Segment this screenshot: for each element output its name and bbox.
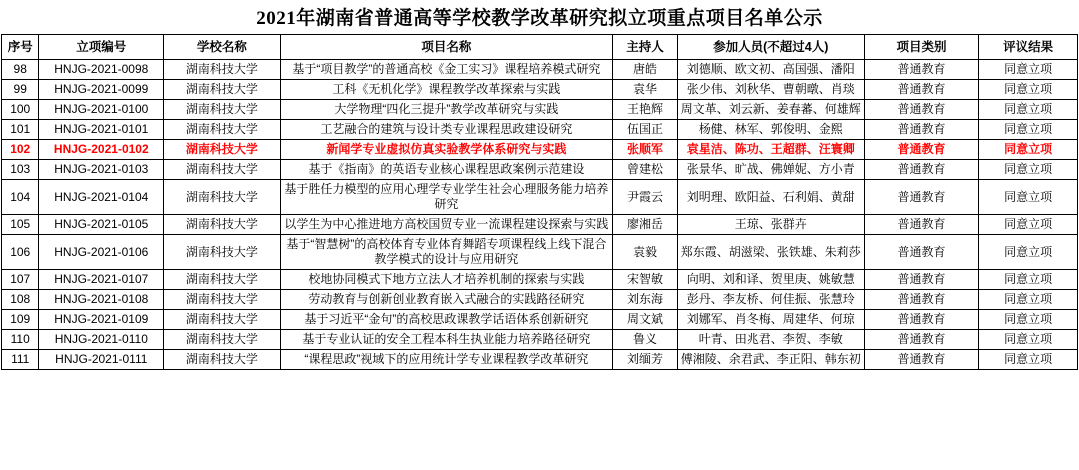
cell-project-name: 工艺融合的建筑与设计类专业课程思政建设研究 [280, 120, 613, 140]
cell-members: 彭丹、李友桥、何佳振、张慧玲 [677, 290, 864, 310]
cell-leader: 伍国正 [613, 120, 677, 140]
cell-category: 普通教育 [864, 350, 978, 370]
cell-category: 普通教育 [864, 80, 978, 100]
cell-members: 傅湘陵、余君武、李正阳、韩东初 [677, 350, 864, 370]
cell-project-code: HNJG-2021-0106 [39, 235, 164, 270]
cell-category: 普通教育 [864, 330, 978, 350]
column-header-members: 参加人员(不超过4人) [677, 35, 864, 60]
column-header-project-code: 立项编号 [39, 35, 164, 60]
table-row [2, 60, 1078, 80]
cell-project-name: 基于《指南》的英语专业核心课程思政案例示范建设 [280, 160, 613, 180]
table-row [2, 140, 1078, 160]
table-row [2, 180, 1078, 215]
cell-result: 同意立项 [979, 180, 1078, 215]
cell-result: 同意立项 [979, 215, 1078, 235]
cell-project-code: HNJG-2021-0098 [39, 60, 164, 80]
cell-category: 普通教育 [864, 180, 978, 215]
cell-leader: 刘缅芳 [613, 350, 677, 370]
cell-members: 向明、刘和译、贺里庚、姚敏慧 [677, 270, 864, 290]
column-header-index: 序号 [2, 35, 39, 60]
cell-project-code: HNJG-2021-0109 [39, 310, 164, 330]
cell-school: 湖南科技大学 [164, 120, 280, 140]
cell-school: 湖南科技大学 [164, 180, 280, 215]
cell-category: 普通教育 [864, 60, 978, 80]
cell-members: 叶青、田兆君、李贺、李敏 [677, 330, 864, 350]
table-row [2, 310, 1078, 330]
cell-leader: 张顺军 [613, 140, 677, 160]
cell-project-name: 基于“智慧树”的高校体育专业体育舞蹈专项课程线上线下混合教学模式的设计与应用研究 [280, 235, 613, 270]
cell-members: 杨健、林军、郭俊明、金熙 [677, 120, 864, 140]
cell-leader: 尹霞云 [613, 180, 677, 215]
cell-result: 同意立项 [979, 140, 1078, 160]
cell-project-name: 以学生为中心推进地方高校国贸专业一流课程建设探索与实践 [280, 215, 613, 235]
cell-result: 同意立项 [979, 120, 1078, 140]
table-row [2, 290, 1078, 310]
cell-project-code: HNJG-2021-0108 [39, 290, 164, 310]
cell-project-name: 工科《无机化学》课程教学改革探索与实践 [280, 80, 613, 100]
cell-school: 湖南科技大学 [164, 140, 280, 160]
cell-project-code: HNJG-2021-0099 [39, 80, 164, 100]
cell-project-name: 基于“项目教学”的普通高校《金工实习》课程培养模式研究 [280, 60, 613, 80]
cell-leader: 袁毅 [613, 235, 677, 270]
cell-category: 普通教育 [864, 235, 978, 270]
cell-result: 同意立项 [979, 310, 1078, 330]
cell-category: 普通教育 [864, 215, 978, 235]
cell-project-code: HNJG-2021-0105 [39, 215, 164, 235]
cell-school: 湖南科技大学 [164, 215, 280, 235]
cell-project-name: “课程思政”视域下的应用统计学专业课程教学改革研究 [280, 350, 613, 370]
cell-index: 104 [2, 180, 39, 215]
cell-project-code: HNJG-2021-0101 [39, 120, 164, 140]
cell-members: 刘娜军、肖冬梅、周建华、何琼 [677, 310, 864, 330]
cell-result: 同意立项 [979, 60, 1078, 80]
cell-leader: 宋智敏 [613, 270, 677, 290]
cell-project-code: HNJG-2021-0111 [39, 350, 164, 370]
cell-members: 周文革、刘云新、姜春蕃、何雄辉 [677, 100, 864, 120]
cell-project-name: 校地协同模式下地方立法人才培养机制的探索与实践 [280, 270, 613, 290]
page-title: 2021年湖南省普通高等学校教学改革研究拟立项重点项目名单公示 [256, 8, 823, 29]
cell-project-code: HNJG-2021-0107 [39, 270, 164, 290]
cell-project-name: 新闻学专业虚拟仿真实验教学体系研究与实践 [280, 140, 613, 160]
table-row [2, 350, 1078, 370]
cell-index: 106 [2, 235, 39, 270]
cell-school: 湖南科技大学 [164, 310, 280, 330]
cell-leader: 唐皓 [613, 60, 677, 80]
cell-members: 王琼、张群卉 [677, 215, 864, 235]
cell-school: 湖南科技大学 [164, 350, 280, 370]
cell-category: 普通教育 [864, 100, 978, 120]
cell-leader: 鲁义 [613, 330, 677, 350]
table-row [2, 235, 1078, 270]
cell-category: 普通教育 [864, 160, 978, 180]
cell-school: 湖南科技大学 [164, 330, 280, 350]
cell-members: 刘明理、欧阳益、石利娟、黄甜 [677, 180, 864, 215]
table-row [2, 160, 1078, 180]
cell-project-code: HNJG-2021-0104 [39, 180, 164, 215]
cell-school: 湖南科技大学 [164, 60, 280, 80]
cell-members: 张少伟、刘秋华、曹朝暾、肖琰 [677, 80, 864, 100]
table-body [2, 60, 1078, 370]
cell-project-name: 基于习近平“金句”的高校思政课教学话语体系创新研究 [280, 310, 613, 330]
cell-index: 102 [2, 140, 39, 160]
table-row [2, 80, 1078, 100]
cell-result: 同意立项 [979, 330, 1078, 350]
cell-school: 湖南科技大学 [164, 80, 280, 100]
cell-index: 100 [2, 100, 39, 120]
cell-result: 同意立项 [979, 235, 1078, 270]
cell-leader: 王艳辉 [613, 100, 677, 120]
cell-project-name: 大学物理“四化三提升”教学改革研究与实践 [280, 100, 613, 120]
cell-project-name: 基于胜任力模型的应用心理学专业学生社会心理服务能力培养研究 [280, 180, 613, 215]
cell-result: 同意立项 [979, 100, 1078, 120]
table-row [2, 270, 1078, 290]
table-header-row [2, 35, 1078, 60]
cell-school: 湖南科技大学 [164, 290, 280, 310]
cell-project-name: 基于专业认证的安全工程本科生执业能力培养路径研究 [280, 330, 613, 350]
cell-leader: 袁华 [613, 80, 677, 100]
cell-leader: 曾建松 [613, 160, 677, 180]
cell-index: 98 [2, 60, 39, 80]
cell-school: 湖南科技大学 [164, 160, 280, 180]
cell-category: 普通教育 [864, 120, 978, 140]
cell-members: 刘德顺、欧文初、高国强、潘阳 [677, 60, 864, 80]
cell-result: 同意立项 [979, 350, 1078, 370]
cell-index: 108 [2, 290, 39, 310]
cell-category: 普通教育 [864, 310, 978, 330]
column-header-category: 项目类别 [864, 35, 978, 60]
cell-index: 110 [2, 330, 39, 350]
cell-result: 同意立项 [979, 270, 1078, 290]
column-header-project-name: 项目名称 [280, 35, 613, 60]
cell-index: 101 [2, 120, 39, 140]
table-row [2, 330, 1078, 350]
cell-leader: 廖湘岳 [613, 215, 677, 235]
cell-project-code: HNJG-2021-0103 [39, 160, 164, 180]
cell-category: 普通教育 [864, 270, 978, 290]
cell-members: 张景华、旷战、佛婵妮、方小青 [677, 160, 864, 180]
cell-school: 湖南科技大学 [164, 235, 280, 270]
cell-result: 同意立项 [979, 80, 1078, 100]
cell-project-code: HNJG-2021-0102 [39, 140, 164, 160]
cell-index: 111 [2, 350, 39, 370]
cell-leader: 周文斌 [613, 310, 677, 330]
column-header-leader: 主持人 [613, 35, 677, 60]
cell-school: 湖南科技大学 [164, 100, 280, 120]
cell-index: 107 [2, 270, 39, 290]
cell-members: 郑东霞、胡滋梁、张铁雄、朱莉莎 [677, 235, 864, 270]
cell-index: 99 [2, 80, 39, 100]
table-row [2, 215, 1078, 235]
column-header-result: 评议结果 [979, 35, 1078, 60]
cell-index: 105 [2, 215, 39, 235]
cell-school: 湖南科技大学 [164, 270, 280, 290]
table-row [2, 120, 1078, 140]
cell-leader: 刘东海 [613, 290, 677, 310]
cell-result: 同意立项 [979, 290, 1078, 310]
project-list-table [1, 34, 1078, 370]
cell-index: 109 [2, 310, 39, 330]
table-row [2, 100, 1078, 120]
cell-index: 103 [2, 160, 39, 180]
table-header [2, 35, 1078, 60]
cell-members: 袁星洁、陈功、王超群、汪寰卿 [677, 140, 864, 160]
cell-project-code: HNJG-2021-0110 [39, 330, 164, 350]
cell-category: 普通教育 [864, 290, 978, 310]
cell-project-code: HNJG-2021-0100 [39, 100, 164, 120]
cell-category: 普通教育 [864, 140, 978, 160]
column-header-school: 学校名称 [164, 35, 280, 60]
cell-project-name: 劳动教育与创新创业教育嵌入式融合的实践路径研究 [280, 290, 613, 310]
cell-result: 同意立项 [979, 160, 1078, 180]
